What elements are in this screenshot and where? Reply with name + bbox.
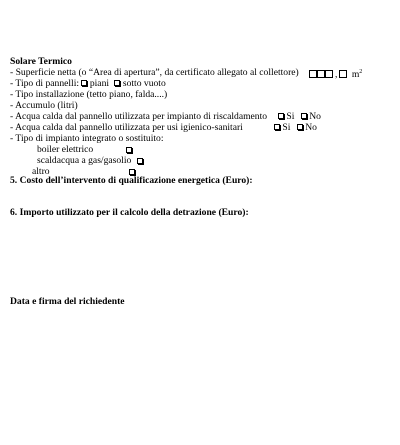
tipo-impianto-label: - Tipo di impianto integrato o sostituito: (10, 133, 164, 144)
digit-box[interactable] (309, 70, 317, 78)
section-6-title (10, 207, 249, 218)
scaldacqua-checkbox[interactable] (137, 158, 143, 164)
section-5-title (10, 175, 253, 186)
riscaldamento-si-checkbox[interactable] (278, 113, 284, 119)
boiler-label: boiler elettrico (37, 144, 94, 155)
piani-label: piani (89, 78, 110, 89)
scaldacqua-label: scaldacqua a gas/gasolio (37, 155, 132, 166)
riscaldamento-no-checkbox[interactable] (301, 113, 307, 119)
firma-title (10, 296, 125, 307)
altro-label: altro (32, 166, 50, 177)
riscaldamento-options (278, 111, 321, 122)
tipo-pannelli-label: - Tipo di pannelli: (10, 78, 80, 89)
digit-box[interactable] (317, 70, 325, 78)
no-label: No (305, 122, 317, 133)
piani-checkbox[interactable] (81, 80, 87, 86)
tipo-installazione-label: - Tipo installazione (tetto piano, falda....) (10, 89, 168, 100)
superficie-boxes: , $m^2$ (309, 67, 362, 80)
decimal-box[interactable] (339, 70, 347, 78)
sotto-vuoto-label: sotto vuoto (122, 78, 166, 89)
digit-box[interactable] (325, 70, 333, 78)
sanitari-si-checkbox[interactable] (274, 124, 280, 130)
section-5-text: 5. Costo dell’intervento di qualificazione energetica (Euro): (10, 175, 253, 186)
tipo-pannelli-row (10, 78, 166, 89)
firma-text: Data e firma del richiedente (10, 296, 125, 307)
section-6-text: 6. Importo utilizzato per il calcolo della detrazione (Euro): (10, 207, 249, 218)
sanitari-no-checkbox[interactable] (297, 124, 303, 130)
sanitari-options (274, 122, 317, 133)
section-title: Solare Termico (10, 56, 72, 67)
acqua-sanitari-label: - Acqua calda dal pannello utilizzata per usi igienico-sanitari (10, 122, 243, 133)
accumulo-label: - Accumulo (litri) (10, 100, 78, 111)
superficie-label: - Superficie netta (o “Area di apertura”, da certificato allegato al collettore) (10, 67, 299, 78)
si-label: Si (282, 122, 291, 133)
no-label: No (309, 111, 321, 122)
sotto-vuoto-checkbox[interactable] (114, 80, 120, 86)
unit-exponent: 2 (359, 69, 363, 75)
unit-label: m (351, 69, 360, 80)
boiler-checkbox[interactable] (126, 147, 132, 153)
si-label: Si (286, 111, 295, 122)
acqua-riscaldamento-label: - Acqua calda dal pannello utilizzata per impianto di riscaldamento (10, 111, 268, 122)
